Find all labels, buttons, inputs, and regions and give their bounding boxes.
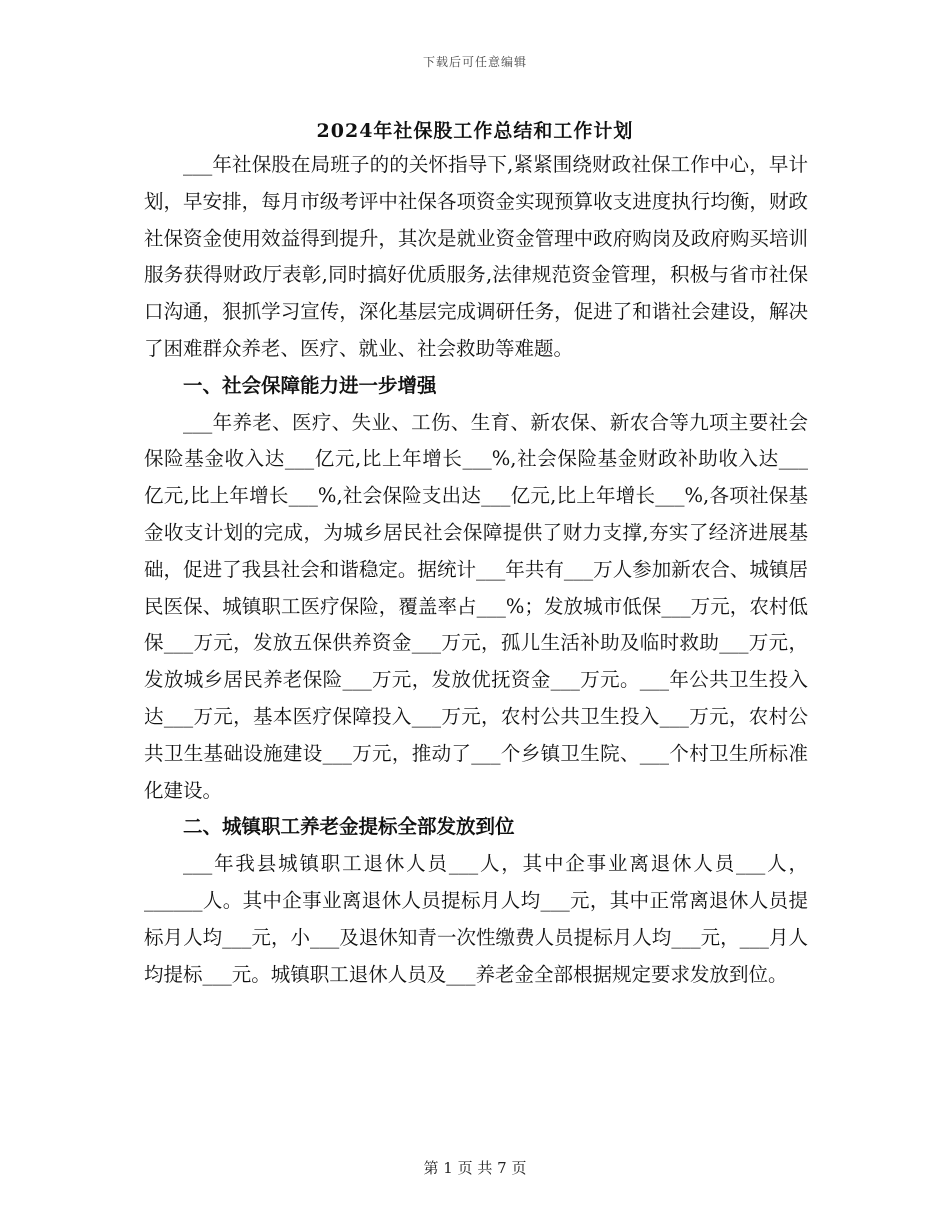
page-header: 下载后可任意编辑 [422,55,527,69]
section2-paragraph: ___年我县城镇职工退休人员___人，其中企事业离退休人员___人，______人。其中企事业离退休人员提标月人均___元，其中正常离退休人员提标月人均___元，小___及退休知青一次性缴费人员提标月人均___元，___月人均提标___元。城镇职工退休人员及___养老金全部根据规定要求发放到位。 [144,852,808,986]
section1-heading: 一、社会保障能力进一步增强 [183,373,437,397]
intro-paragraph: ___年社保股在局班子的的关怀指导下,紧紧围绕财政社保工作中心，早计划，早安排，每月市级考评中社保各项资金实现预算收支进度执行均衡，财政社保资金使用效益得到提升，其次是就业资金管理中政府购岗及政府购买培训服务获得财政厅表彰,同时搞好优质服务,法律规范资金管理，积极与省市社保口沟通，狠抓学习宣传，深化基层完成调研任务，促进了和谐社会建设，解决了困难群众养老、医疗、就业、社会救助等难题。 [144,153,808,360]
document-body [144,147,808,993]
section2-heading: 二、城镇职工养老金提标全部发放到位 [183,815,515,839]
document-title: 2024年社保股工作总结和工作计划 [316,120,634,142]
section1-paragraph: ___年养老、医疗、失业、工伤、生育、新农保、新农合等九项主要社会保险基金收入达___亿元,比上年增长___%,社会保险基金财政补助收入达___亿元,比上年增长___%,社会保险支出达___亿元,比上年增长___%,各项社保基金收支计划的完成，为城乡居民社会保障提供了财力支撑,夯实了经济进展基础，促进了我县社会和谐稳定。据统计___年共有___万人参加新农合、城镇居民医保、城镇职工医疗保险，覆盖率占___%；发放城市低保___万元，农村低保___万元，发放五保供养资金___万元，孤儿生活补助及临时救助___万元，发放城乡居民养老保险___万元，发放优抚资金___万元。___年公共卫生投入达___万元，基本医疗保障投入___万元，农村公共卫生投入___万元，农村公共卫生基础设施建设___万元，推动了___个乡镇卫生院、___个村卫生所标准化建设。 [144,410,808,802]
page-number: 第 1 页 共 7 页 [423,1159,527,1177]
